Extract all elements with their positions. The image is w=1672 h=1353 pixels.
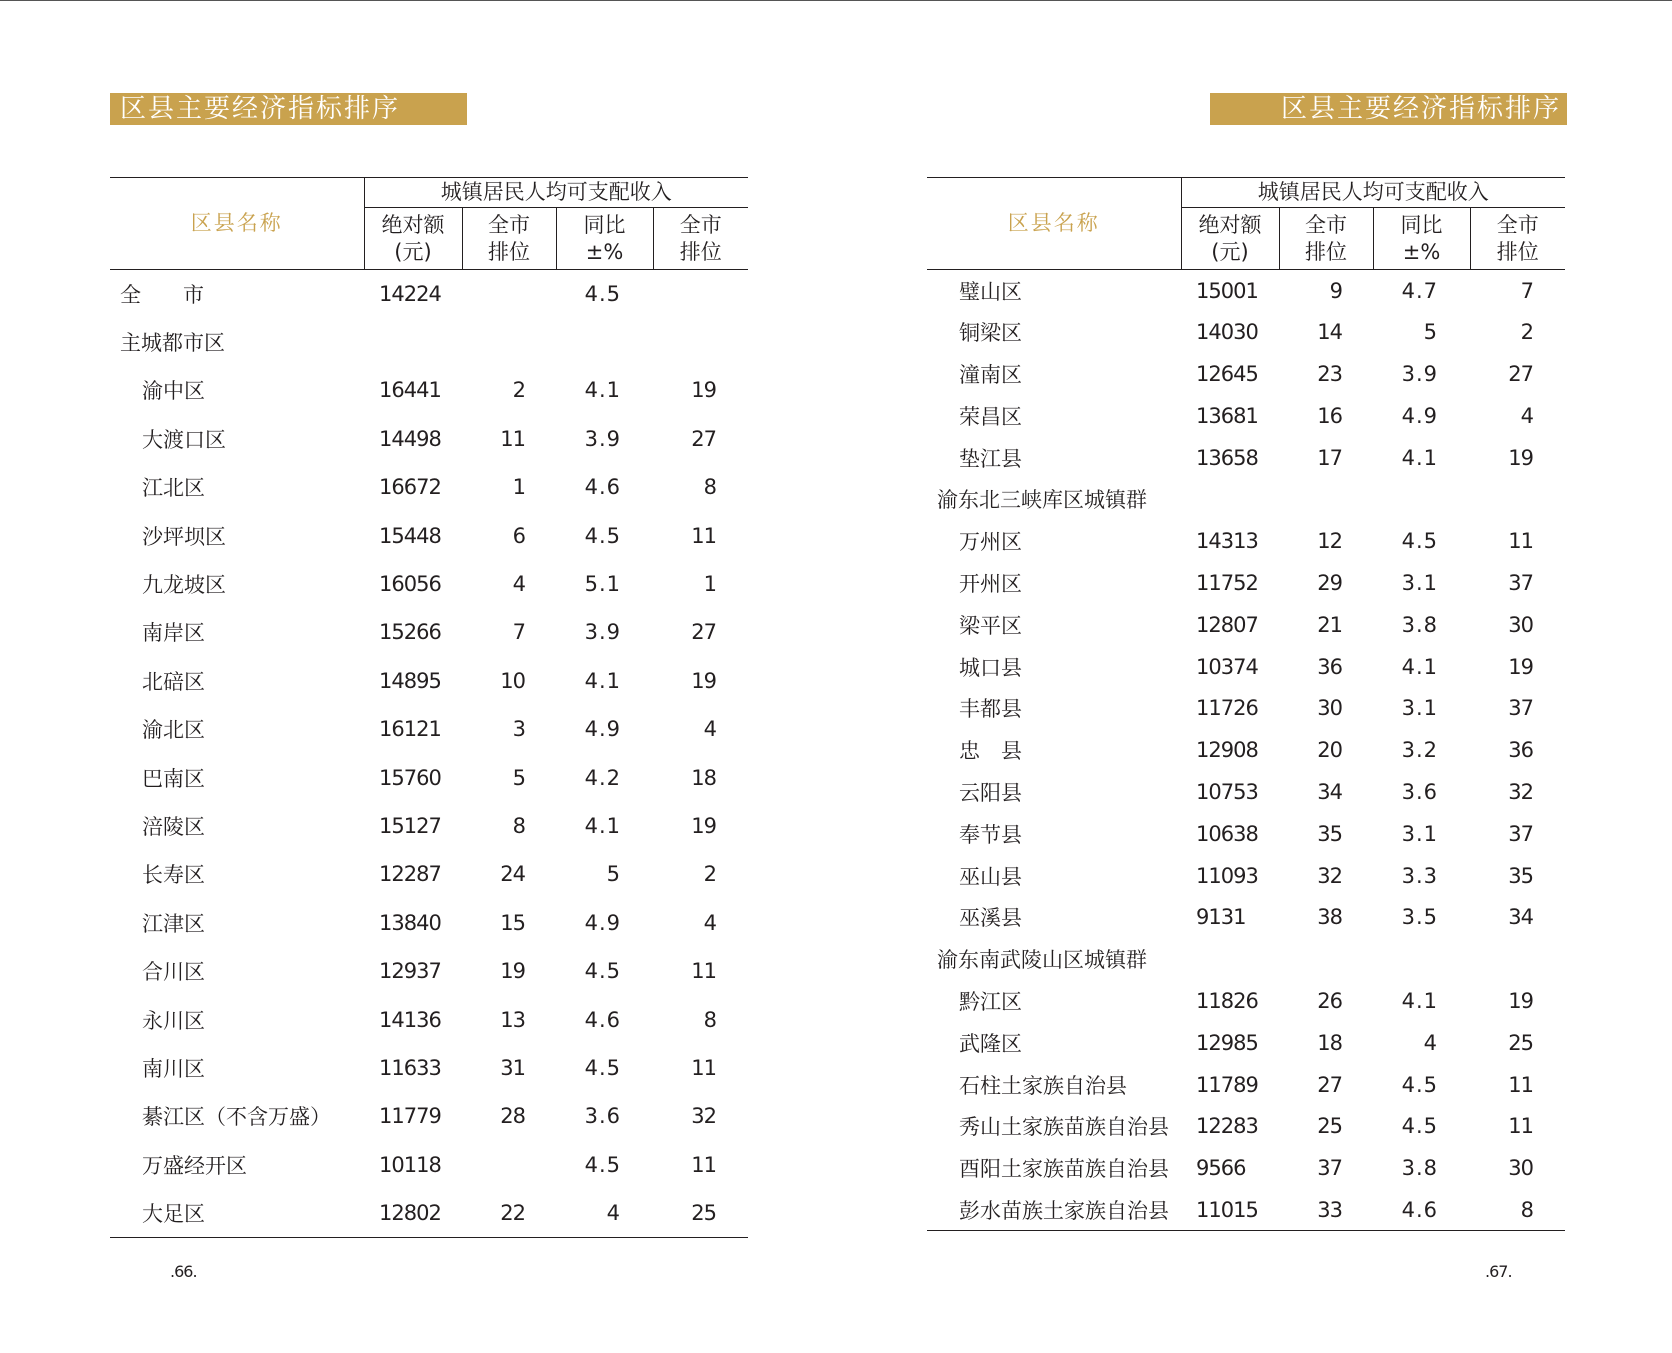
district-name-cell: 垫江县 [959, 446, 1022, 471]
rank-cell: 2 [512, 378, 525, 403]
yoy-change-cell: 4.5 [584, 523, 621, 548]
district-name-cell: 全 市 [120, 282, 204, 307]
absolute-income-cell: 12937 [379, 959, 441, 984]
district-name-cell: 合川区 [142, 960, 205, 985]
yoy-change-cell: 4.2 [584, 765, 621, 790]
table-row [927, 687, 1565, 729]
yoy-rank-cell: 1 [703, 572, 716, 597]
rank-cell: 14 [1317, 320, 1342, 345]
yoy-rank-cell: 4 [703, 910, 716, 935]
table-row [110, 947, 748, 995]
absolute-income-cell: 11779 [379, 1104, 441, 1129]
table-row [110, 560, 748, 608]
yoy-rank-cell: 32 [1508, 779, 1533, 804]
header-absolute: 绝对额 (元) [364, 208, 462, 270]
absolute-income-cell: 11752 [1196, 570, 1258, 595]
yoy-change-cell: 4.5 [584, 1055, 621, 1080]
table-row [110, 1044, 748, 1092]
yoy-change-cell: 5.1 [584, 572, 621, 597]
rank-cell: 6 [512, 523, 525, 548]
income-table [927, 177, 1565, 1231]
table-row [110, 366, 748, 414]
district-name-cell: 秀山土家族苗族自治县 [959, 1115, 1169, 1140]
rank-cell: 4 [512, 572, 525, 597]
district-name-cell: 铜梁区 [959, 321, 1022, 346]
table-row [110, 657, 748, 705]
table-row [927, 353, 1565, 395]
absolute-income-cell: 10118 [379, 1152, 441, 1177]
district-name-cell: 渝东北三峡库区城镇群 [937, 488, 1147, 513]
rank-cell [462, 270, 556, 318]
yoy-change-cell: 3.2 [1401, 738, 1438, 763]
yoy-change-cell: 4.1 [584, 813, 621, 838]
absolute-income-cell: 12283 [1196, 1114, 1258, 1139]
yoy-change-cell: 4.6 [584, 475, 621, 500]
table-row [110, 705, 748, 753]
district-name-cell: 璧山区 [959, 279, 1022, 304]
yoy-change-cell: 3.6 [584, 1104, 621, 1129]
header-yoy-rank: 全市 排位 [1470, 208, 1565, 270]
yoy-rank-cell: 2 [1520, 320, 1533, 345]
header-rank: 全市 排位 [1279, 208, 1373, 270]
yoy-change-cell: 4.1 [584, 668, 621, 693]
yoy-rank-cell: 18 [691, 765, 716, 790]
yoy-rank-cell [653, 270, 748, 318]
yoy-change-cell [556, 318, 653, 366]
rank-cell: 22 [462, 1189, 556, 1237]
yoy-change-cell: 4.5 [584, 1152, 621, 1177]
yoy-change-cell: 4.1 [584, 378, 621, 403]
table-row [927, 520, 1565, 562]
rank-cell [462, 1141, 556, 1189]
rank-cell [1279, 938, 1373, 980]
rank-cell: 16 [1317, 403, 1342, 428]
rank-cell: 31 [500, 1055, 525, 1080]
yoy-rank-cell: 25 [1508, 1030, 1533, 1055]
yoy-rank-cell: 27 [691, 426, 716, 451]
yoy-rank-cell: 8 [703, 475, 716, 500]
absolute-income-cell: 14895 [379, 668, 441, 693]
rank-cell: 9 [1329, 278, 1342, 303]
yoy-change-cell: 4.6 [1373, 1189, 1470, 1231]
district-name-cell: 长寿区 [142, 863, 205, 888]
yoy-rank-cell: 11 [691, 1152, 716, 1177]
yoy-rank-cell [653, 318, 748, 366]
table-row [927, 896, 1565, 938]
rank-cell: 17 [1317, 445, 1342, 470]
absolute-income-cell: 14136 [379, 1007, 441, 1032]
rank-cell: 10 [500, 668, 525, 693]
table-row [110, 511, 748, 559]
rank-cell: 19 [500, 959, 525, 984]
yoy-rank-cell [1470, 938, 1565, 980]
district-name-cell: 巫山县 [959, 864, 1022, 889]
yoy-rank-cell: 27 [691, 620, 716, 645]
rank-cell: 7 [512, 620, 525, 645]
absolute-income-cell: 12645 [1196, 361, 1258, 386]
table-row [110, 899, 748, 947]
table-row [927, 1022, 1565, 1064]
absolute-income-cell: 14224 [379, 281, 441, 306]
yoy-rank-cell: 11 [1508, 1072, 1533, 1097]
yoy-rank-cell: 11 [691, 959, 716, 984]
yoy-change-cell: 4.5 [584, 281, 621, 306]
yoy-change-cell: 4.6 [584, 1007, 621, 1032]
group-heading-row [927, 938, 1565, 980]
table-row [110, 1092, 748, 1140]
yoy-change-cell: 3.8 [1401, 612, 1438, 637]
income-table [110, 177, 748, 1238]
district-name-cell: 大渡口区 [142, 427, 226, 452]
absolute-income-cell: 10374 [1196, 654, 1258, 679]
yoy-change-cell: 4.9 [1401, 403, 1438, 428]
yoy-rank-cell: 19 [691, 668, 716, 693]
group-heading-row [110, 318, 748, 366]
yoy-rank-cell: 27 [1508, 361, 1533, 386]
district-name-cell: 巴南区 [142, 766, 205, 791]
absolute-income-cell [1181, 938, 1279, 980]
absolute-income-cell: 15266 [379, 620, 441, 645]
yoy-change-cell: 4.1 [1401, 654, 1438, 679]
yoy-change-cell [1373, 478, 1470, 520]
rank-cell: 30 [1317, 696, 1342, 721]
absolute-income-cell: 11789 [1196, 1072, 1258, 1097]
district-name-cell: 奉节县 [959, 822, 1022, 847]
absolute-income-cell: 11015 [1181, 1189, 1279, 1231]
section-banner: 区县主要经济指标排序 [110, 93, 467, 125]
rank-cell: 5 [512, 765, 525, 790]
header-yoy: 同比 ±% [556, 208, 653, 270]
district-name-cell: 巫溪县 [959, 906, 1022, 931]
rank-cell: 34 [1317, 779, 1342, 804]
yoy-change-cell: 3.9 [584, 620, 621, 645]
rank-cell: 26 [1317, 988, 1342, 1013]
table-row [927, 1147, 1565, 1189]
absolute-income-cell: 16441 [379, 378, 441, 403]
rank-cell: 12 [1317, 529, 1342, 554]
table-row [110, 463, 748, 511]
yoy-rank-cell: 11 [1508, 529, 1533, 554]
yoy-rank-cell: 37 [1508, 696, 1533, 721]
yoy-rank-cell: 7 [1520, 278, 1533, 303]
yoy-rank-cell: 37 [1508, 821, 1533, 846]
table-row [927, 437, 1565, 479]
yoy-change-cell: 3.1 [1401, 696, 1438, 721]
absolute-income-cell: 11826 [1196, 988, 1258, 1013]
district-name-cell: 荣昌区 [959, 404, 1022, 429]
rank-cell: 23 [1317, 361, 1342, 386]
yoy-rank-cell: 19 [1508, 654, 1533, 679]
absolute-income-cell: 15448 [379, 523, 441, 548]
rank-cell: 24 [500, 862, 525, 887]
yoy-change-cell: 4.5 [1401, 1114, 1438, 1139]
yoy-rank-cell: 8 [1470, 1189, 1565, 1231]
absolute-income-cell: 9566 [1196, 1156, 1246, 1181]
header-district-name: 区县名称 [110, 178, 364, 270]
rank-cell: 27 [1317, 1072, 1342, 1097]
absolute-income-cell: 14313 [1196, 529, 1258, 554]
table-row [927, 604, 1565, 646]
table-row [110, 802, 748, 850]
rank-cell: 15 [500, 910, 525, 935]
yoy-rank-cell: 35 [1508, 863, 1533, 888]
table-row [110, 1141, 748, 1189]
table-row [110, 753, 748, 801]
district-name-cell: 渝中区 [142, 379, 205, 404]
table-row [110, 608, 748, 656]
district-name-cell: 永川区 [142, 1008, 205, 1033]
yoy-change-cell [1373, 938, 1470, 980]
yoy-rank-cell: 8 [703, 1007, 716, 1032]
table-row [927, 395, 1565, 437]
yoy-change-cell: 4.5 [1401, 1072, 1438, 1097]
page-number: .66. [170, 1262, 197, 1281]
rank-cell: 29 [1317, 570, 1342, 595]
yoy-change-cell: 4.5 [584, 959, 621, 984]
rank-cell: 3 [512, 717, 525, 742]
table-row [927, 1105, 1565, 1147]
yoy-change-cell: 5 [1423, 320, 1438, 345]
header-district-name: 区县名称 [927, 178, 1181, 270]
district-name-cell: 云阳县 [959, 780, 1022, 805]
table-body [927, 270, 1565, 1231]
yoy-rank-cell: 2 [703, 862, 716, 887]
yoy-change-cell: 4.1 [1401, 445, 1438, 470]
district-name-cell: 沙坪坝区 [142, 524, 226, 549]
header-yoy: 同比 ±% [1373, 208, 1470, 270]
yoy-rank-cell [1470, 478, 1565, 520]
rank-cell: 11 [500, 426, 525, 451]
yoy-rank-cell: 19 [1508, 445, 1533, 470]
absolute-income-cell: 12807 [1196, 612, 1258, 637]
table-row [927, 729, 1565, 771]
table-row [110, 1189, 748, 1237]
absolute-income-cell: 16672 [379, 475, 441, 500]
table-row [110, 415, 748, 463]
table-row [110, 850, 748, 898]
table-row [927, 311, 1565, 353]
yoy-rank-cell: 19 [691, 813, 716, 838]
district-name-cell: 江津区 [142, 911, 205, 936]
absolute-income-cell: 12908 [1196, 738, 1258, 763]
district-name-cell: 石柱土家族自治县 [959, 1073, 1127, 1098]
yoy-rank-cell: 19 [1508, 988, 1533, 1013]
header-absolute: 绝对额 (元) [1181, 208, 1279, 270]
district-name-cell: 开州区 [959, 571, 1022, 596]
absolute-income-cell: 13658 [1196, 445, 1258, 470]
absolute-income-cell [364, 318, 462, 366]
yoy-change-cell: 3.9 [1401, 361, 1438, 386]
yoy-rank-cell: 11 [691, 523, 716, 548]
table-row [927, 813, 1565, 855]
rank-cell: 28 [500, 1104, 525, 1129]
page-number: .67. [1485, 1262, 1512, 1281]
district-name-cell: 万盛经开区 [142, 1153, 247, 1178]
rank-cell: 25 [1317, 1114, 1342, 1139]
district-name-cell: 彭水苗族土家族自治县 [927, 1189, 1181, 1231]
absolute-income-cell: 10753 [1196, 779, 1258, 804]
header-income-group: 城镇居民人均可支配收入 [364, 178, 748, 208]
table-row [110, 995, 748, 1043]
yoy-change-cell: 3.9 [584, 426, 621, 451]
yoy-rank-cell: 4 [703, 717, 716, 742]
table-row [927, 562, 1565, 604]
rank-cell: 35 [1317, 821, 1342, 846]
absolute-income-cell: 13681 [1196, 403, 1258, 428]
total-row [110, 270, 748, 318]
district-name-cell: 渝北区 [142, 718, 205, 743]
district-name-cell: 綦江区（不含万盛） [142, 1105, 331, 1130]
rank-cell: 13 [500, 1007, 525, 1032]
yoy-change-cell: 4 [556, 1189, 653, 1237]
yoy-change-cell: 3.1 [1401, 821, 1438, 846]
absolute-income-cell: 12287 [379, 862, 441, 887]
absolute-income-cell: 16121 [379, 717, 441, 742]
rank-cell: 38 [1317, 905, 1342, 930]
yoy-change-cell: 5 [606, 862, 621, 887]
yoy-rank-cell: 25 [653, 1189, 748, 1237]
table-row [927, 855, 1565, 897]
section-banner: 区县主要经济指标排序 [1210, 93, 1567, 125]
district-name-cell: 黔江区 [959, 989, 1022, 1014]
yoy-change-cell: 4.1 [1401, 988, 1438, 1013]
yoy-rank-cell: 37 [1508, 570, 1533, 595]
absolute-income-cell: 11633 [379, 1055, 441, 1080]
yoy-change-cell: 3.5 [1401, 905, 1438, 930]
yoy-rank-cell: 19 [691, 378, 716, 403]
rank-cell: 21 [1317, 612, 1342, 637]
yoy-change-cell: 4.7 [1401, 278, 1438, 303]
absolute-income-cell: 11726 [1196, 696, 1258, 721]
absolute-income-cell: 12802 [364, 1189, 462, 1237]
header-rank: 全市 排位 [462, 208, 556, 270]
district-name-cell: 丰都县 [959, 697, 1022, 722]
yoy-change-cell: 4.5 [1401, 529, 1438, 554]
rank-cell: 18 [1317, 1030, 1342, 1055]
yoy-change-cell: 3.6 [1401, 779, 1438, 804]
yoy-rank-cell: 34 [1508, 905, 1533, 930]
district-name-cell: 酉阳土家族苗族自治县 [959, 1157, 1169, 1182]
district-name-cell: 北碚区 [142, 669, 205, 694]
table-row [927, 1189, 1565, 1231]
absolute-income-cell: 15001 [1196, 278, 1258, 303]
rank-cell: 1 [512, 475, 525, 500]
district-name-cell: 潼南区 [959, 362, 1022, 387]
yoy-rank-cell: 30 [1508, 1156, 1533, 1181]
rank-cell [462, 318, 556, 366]
absolute-income-cell: 9131 [1196, 905, 1246, 930]
district-name-cell: 渝东南武陵山区城镇群 [937, 948, 1147, 973]
rank-cell: 33 [1279, 1189, 1373, 1231]
absolute-income-cell: 11093 [1196, 863, 1258, 888]
absolute-income-cell: 16056 [379, 572, 441, 597]
district-name-cell: 万州区 [959, 530, 1022, 555]
rank-cell: 32 [1317, 863, 1342, 888]
district-name-cell: 武隆区 [959, 1031, 1022, 1056]
yoy-change-cell: 3.1 [1401, 570, 1438, 595]
rank-cell: 36 [1317, 654, 1342, 679]
absolute-income-cell: 15127 [379, 813, 441, 838]
table-row [927, 270, 1565, 312]
table-body [110, 270, 748, 1238]
absolute-income-cell: 14030 [1196, 320, 1258, 345]
yoy-rank-cell: 11 [691, 1055, 716, 1080]
header-income-group: 城镇居民人均可支配收入 [1181, 178, 1565, 208]
table-row [927, 980, 1565, 1022]
rank-cell: 37 [1317, 1156, 1342, 1181]
district-name-cell: 南岸区 [142, 621, 205, 646]
table-row [927, 1064, 1565, 1106]
district-name-cell: 南川区 [142, 1056, 205, 1081]
rank-cell: 20 [1317, 738, 1342, 763]
district-name-cell: 主城都市区 [120, 331, 225, 356]
absolute-income-cell: 14498 [379, 426, 441, 451]
yoy-change-cell: 4.9 [584, 910, 621, 935]
yoy-rank-cell: 11 [1508, 1114, 1533, 1139]
district-name-cell: 涪陵区 [142, 814, 205, 839]
district-name-cell: 忠 县 [959, 739, 1022, 764]
district-name-cell: 城口县 [959, 655, 1022, 680]
district-name-cell: 九龙坡区 [142, 573, 226, 598]
yoy-rank-cell: 36 [1508, 738, 1533, 763]
absolute-income-cell: 15760 [379, 765, 441, 790]
rank-cell [1279, 478, 1373, 520]
district-name-cell: 梁平区 [959, 613, 1022, 638]
absolute-income-cell: 13840 [379, 910, 441, 935]
header-yoy-rank: 全市 排位 [653, 208, 748, 270]
table-row [927, 646, 1565, 688]
yoy-rank-cell: 4 [1520, 403, 1533, 428]
table-row [927, 771, 1565, 813]
district-name-cell: 江北区 [142, 476, 205, 501]
absolute-income-cell: 12985 [1196, 1030, 1258, 1055]
rank-cell: 8 [512, 813, 525, 838]
yoy-change-cell: 4.9 [584, 717, 621, 742]
yoy-rank-cell: 30 [1508, 612, 1533, 637]
yoy-change-cell: 4 [1423, 1030, 1438, 1055]
top-border-line [0, 0, 1672, 1]
district-name-cell: 大足区 [110, 1189, 364, 1237]
yoy-change-cell: 3.8 [1401, 1156, 1438, 1181]
yoy-rank-cell: 32 [691, 1104, 716, 1129]
absolute-income-cell [1181, 478, 1279, 520]
yoy-change-cell: 3.3 [1401, 863, 1438, 888]
absolute-income-cell: 10638 [1196, 821, 1258, 846]
group-heading-row [927, 478, 1565, 520]
